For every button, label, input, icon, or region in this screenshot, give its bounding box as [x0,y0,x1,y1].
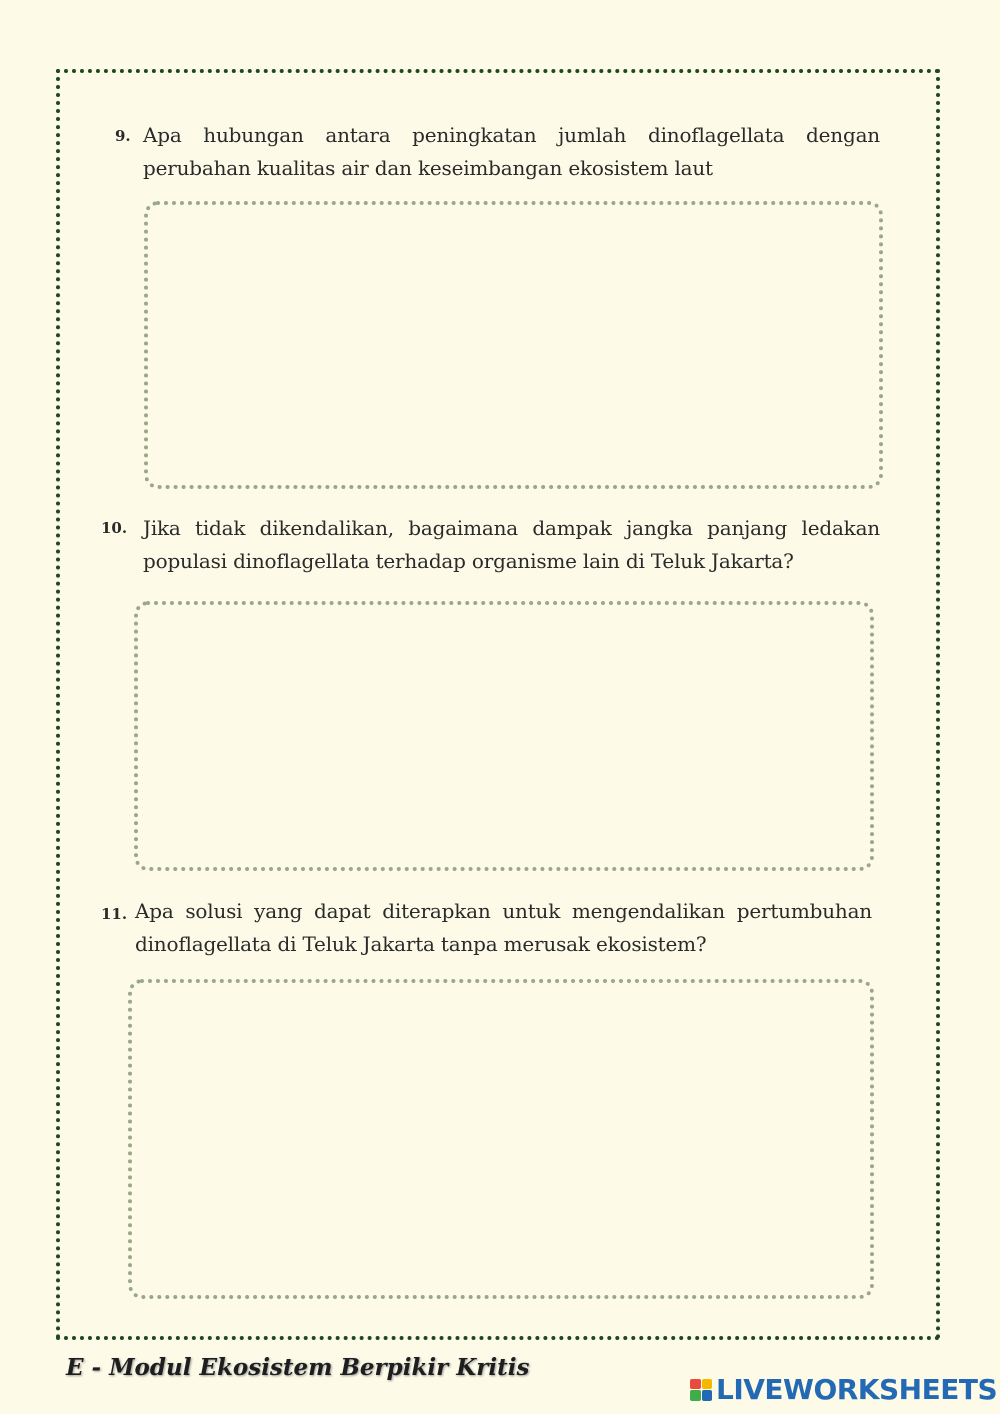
question-9-number: 9. [115,127,131,145]
answer-box-10[interactable] [134,601,874,871]
answer-input-10[interactable] [138,605,870,867]
answer-input-9[interactable] [148,205,879,485]
question-9-text: Apa hubungan antara peningkatan jumlah dinoflagellata dengan perubahan kualitas air dan keseimbangan ekosistem laut [143,123,880,180]
answer-input-11[interactable] [132,983,870,1295]
brand-name: LIVEWORKSHEETS [716,1373,998,1406]
question-11-text: Apa solusi yang dapat diterapkan untuk mengendalikan pertumbuhan dinoflagellata di Teluk Jakarta tanpa merusak ekosistem? [135,899,872,956]
question-10-number: 10. [101,519,128,537]
liveworksheets-logo-icon [690,1379,712,1401]
footer-module-title: E - Modul Ekosistem Berpikir Kritis [66,1354,530,1381]
question-11-number: 11. [101,905,128,923]
liveworksheets-brand [690,1373,997,1406]
answer-box-11[interactable] [128,979,874,1299]
question-10-text: Jika tidak dikendalikan, bagaimana dampak jangka panjang ledakan populasi dinoflagellata terhadap organisme lain di Teluk Jakarta? [143,516,880,573]
answer-box-9[interactable] [144,201,883,489]
